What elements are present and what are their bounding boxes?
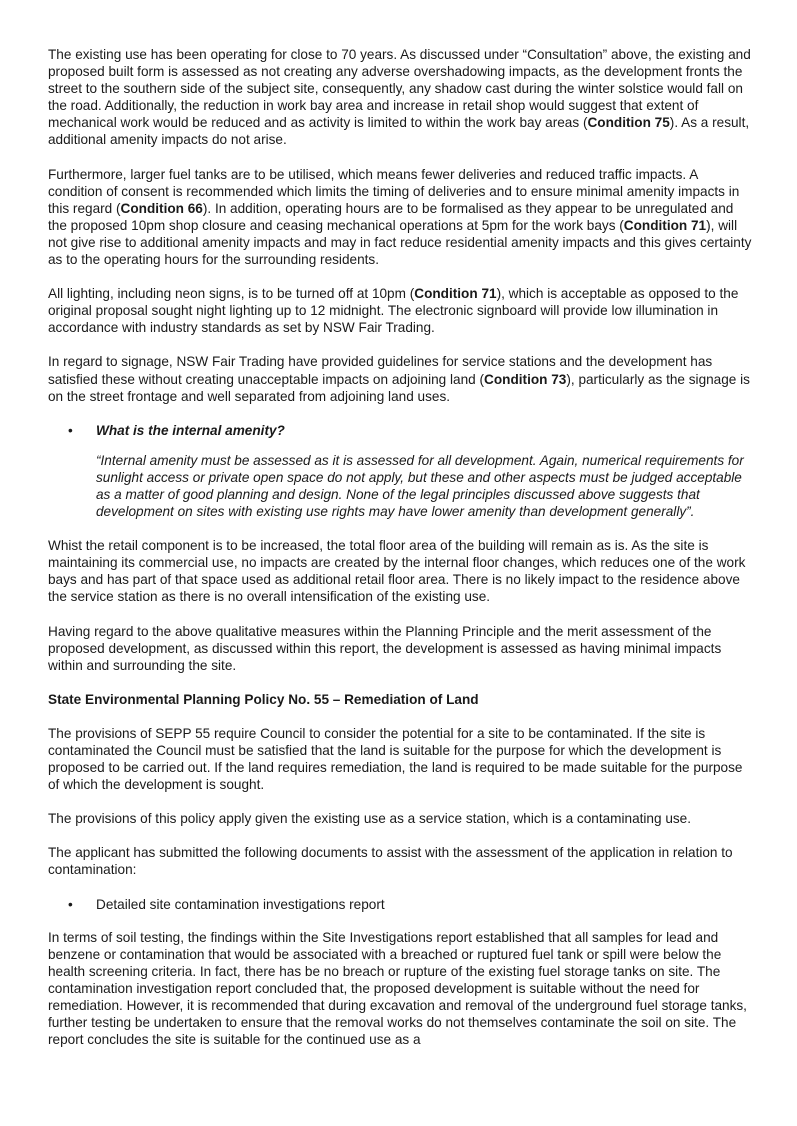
condition-ref: Condition 75: [587, 115, 670, 131]
quote-internal-amenity: “Internal amenity must be assessed as it is assessed for all development. Again, numerical requirements for sunlight access or private open space do not apply, but these and other aspects must be judged acceptable as a matter of good planning and design. None of the legal principles discussed above suggests that development on sites with existing use rights may have lower amenity than development generally”.: [96, 452, 744, 520]
condition-ref: Condition 73: [484, 371, 567, 387]
bullet-contamination-report: [48, 896, 753, 913]
bullet-icon: •: [68, 896, 73, 912]
paragraph-lighting: All lighting, including neon signs, is to be turned off at 10pm (Condition 71), which is acceptable as opposed to the original proposal sought night lighting up to 12 midnight. The electronic signboard will provide low illumination in accordance with industry standards as set by NSW Fair Trading.: [48, 286, 739, 336]
condition-ref: Condition 71: [623, 217, 707, 233]
paragraph-fuel-tanks: Furthermore, larger fuel tanks are to be utilised, which means fewer deliveries and reduced traffic impacts. A condition of consent is recommended which limits the timing of deliveries and to ensure minimal amenity impacts in this regard (Condition 66). In addition, operating hours are to be formalised as they appear to be unregulated and the proposed 10pm shop closure and ceasing mechanical operations at 5pm for the work bays (Condition 71), will not give rise to additional amenity impacts and may in fact reduce residential amenity impacts and this gives certainty as to the operating hours for the surrounding residents.: [48, 166, 752, 268]
paragraph-qualitative: Having regard to the above qualitative measures within the Planning Principle and the merit assessment of the proposed development, as discussed within this report, the development is assessed as having minimal impacts within and surrounding the site.: [48, 623, 722, 673]
condition-ref: Condition 66: [120, 200, 203, 216]
paragraph-sepp55-provisions: The provisions of SEPP 55 require Council to consider the potential for a site to be contaminated. If the site is contaminated the Council must be satisfied that the land is suitable for the purpose for which the development is proposed to be carried out. If the land requires remediation, the land is required to be made suitable for the purpose of which the development is sought.: [48, 725, 743, 793]
paragraph-policy-applies: The provisions of this policy apply given the existing use as a service station, which is a contaminating use.: [48, 811, 692, 827]
paragraph-documents: The applicant has submitted the following documents to assist with the assessment of the application in relation to contamination:: [48, 845, 733, 878]
section-heading-sepp55: State Environmental Planning Policy No. 55 – Remediation of Land: [48, 691, 479, 707]
paragraph-signage: In regard to signage, NSW Fair Trading have provided guidelines for service stations and the development has satisfied these without creating unacceptable impacts on adjoining land (Condition 73), particularly as the signage is on the street frontage and well separated from adjoining land uses.: [48, 354, 750, 404]
condition-ref: Condition 71: [414, 286, 497, 302]
paragraph-retail: Whist the retail component is to be increased, the total floor area of the building will remain as is. As the site is maintaining its commercial use, no impacts are created by the internal floor changes, which reduces one of the work bays and has part of that space used as additional retail floor area. There is no likely impact to the residence above the service station as there is no overall intensification of the existing use.: [48, 538, 746, 605]
bullet-icon: •: [68, 422, 73, 438]
paragraph-soil-testing: In terms of soil testing, the findings within the Site Investigations report established that all samples for lead and benzene or contamination that would be associated with a breached or ruptured fuel tank or spill were below the health screening criteria. In fact, there has be no breach or rupture of the existing fuel storage tanks on site. The contamination investigation report concluded that, the proposed development is suitable without the need for remediation. However, it is recommended that during excavation and removal of the underground fuel storage tanks, further testing be undertaken to ensure that the removal works do not themselves contaminate the soil on site. The report concludes the site is suitable for the continued use as a: [48, 929, 747, 1048]
bullet-text: Detailed site contamination investigations report: [96, 896, 385, 912]
paragraph-overshadowing: The existing use has been operating for close to 70 years. As discussed under “Consultation” above, the existing and proposed built form is assessed as not creating any adverse overshadowing impacts, as the development fronts the street to the southern side of the subject site, consequently, any shadow cast during the winter solstice would fall on the road. Additionally, the reduction in work bay area and increase in retail shop would suggest that extent of mechanical work would be reduced and as activity is limited to within the work bay areas (Condition 75). As a result, additional amenity impacts do not arise.: [48, 47, 751, 148]
bullet-internal-amenity: [48, 422, 753, 439]
bullet-text: What is the internal amenity?: [96, 422, 285, 438]
